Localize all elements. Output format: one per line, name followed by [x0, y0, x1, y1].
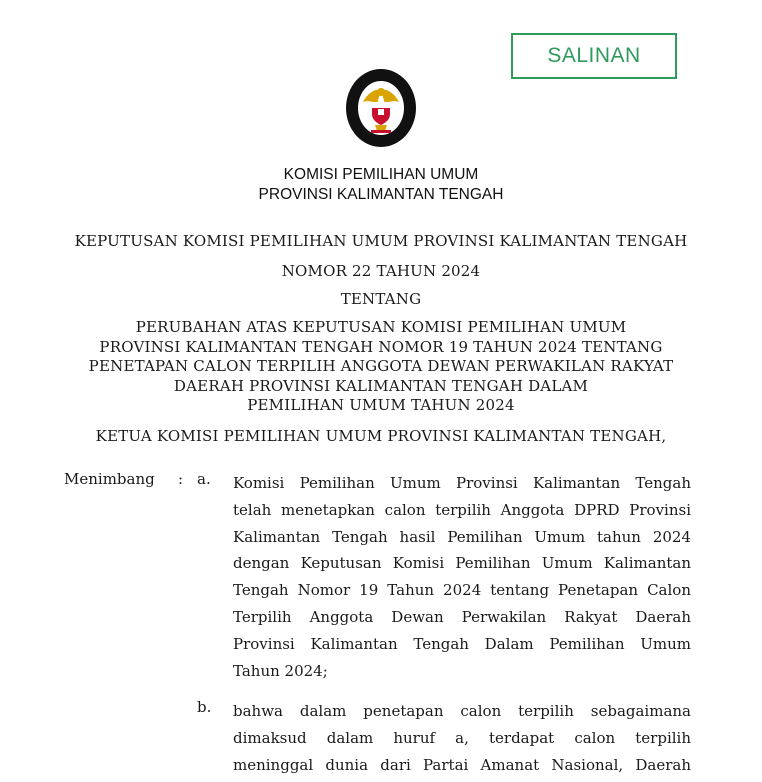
item-b-marker: b.: [197, 698, 212, 716]
considering-item-a: [233, 470, 691, 684]
item-b-line: bahwa dalam penetapan calon terpilih sebagaimana: [233, 702, 691, 720]
item-a-line: telah menetapkan calon terpilih Anggota DPRD Provinsi: [233, 500, 691, 519]
item-b-line: meninggal dunia dari Partai Amanat Nasional, Daerah: [233, 755, 691, 774]
stamp-text: SALINAN: [547, 44, 641, 67]
considering-item-b: [233, 698, 691, 778]
item-a-line: Terpilih Anggota Dewan Perwakilan Rakyat Daerah: [233, 607, 691, 626]
item-a-marker: a.: [197, 470, 211, 488]
item-a-line: Kalimantan Tengah hasil Pemilihan Umum tahun 2024: [233, 527, 691, 546]
decision-number: NOMOR 22 TAHUN 2024: [281, 262, 481, 280]
item-a-line: Provinsi Kalimantan Tengah Dalam Pemilihan Umum: [233, 634, 691, 653]
subject-line: DAERAH PROVINSI KALIMANTAN TENGAH DALAM: [173, 376, 589, 395]
item-a-line: dengan Keputusan Komisi Pemilihan Umum Kalimantan: [233, 554, 691, 573]
considering-colon: :: [178, 470, 184, 488]
agency-name-line2: PROVINSI KALIMANTAN TENGAH: [258, 186, 504, 203]
considering-label: Menimbang: [64, 470, 155, 488]
item-b-line: dimaksud dalam huruf a, terdapat calon terpilih: [233, 728, 691, 747]
salinan-stamp: [511, 33, 677, 79]
item-a-line: Tahun 2024;: [233, 661, 328, 680]
kpu-emblem-icon: [345, 68, 417, 150]
subject-line: PENETAPAN CALON TERPILIH ANGGOTA DEWAN PERWAKILAN RAKYAT: [88, 357, 674, 375]
kpu-logo: [345, 68, 417, 150]
decision-title: KEPUTUSAN KOMISI PEMILIHAN UMUM PROVINSI KALIMANTAN TENGAH: [74, 232, 688, 250]
decision-about: TENTANG: [340, 290, 422, 308]
agency-name-line1: KOMISI PEMILIHAN UMUM: [283, 166, 479, 183]
decision-subject: [0, 318, 762, 416]
subject-line: PROVINSI KALIMANTAN TENGAH NOMOR 19 TAHUN 2024 TENTANG: [99, 337, 663, 356]
item-a-line: Komisi Pemilihan Umum Provinsi Kalimantan Tengah: [233, 474, 691, 492]
item-a-line: Tengah Nomor 19 Tahun 2024 tentang Penetapan Calon: [233, 581, 691, 600]
subject-line: PERUBAHAN ATAS KEPUTUSAN KOMISI PEMILIHAN UMUM: [135, 318, 627, 336]
subject-line: PEMILIHAN UMUM TAHUN 2024: [247, 396, 515, 414]
decision-authority: KETUA KOMISI PEMILIHAN UMUM PROVINSI KALIMANTAN TENGAH,: [95, 427, 667, 445]
